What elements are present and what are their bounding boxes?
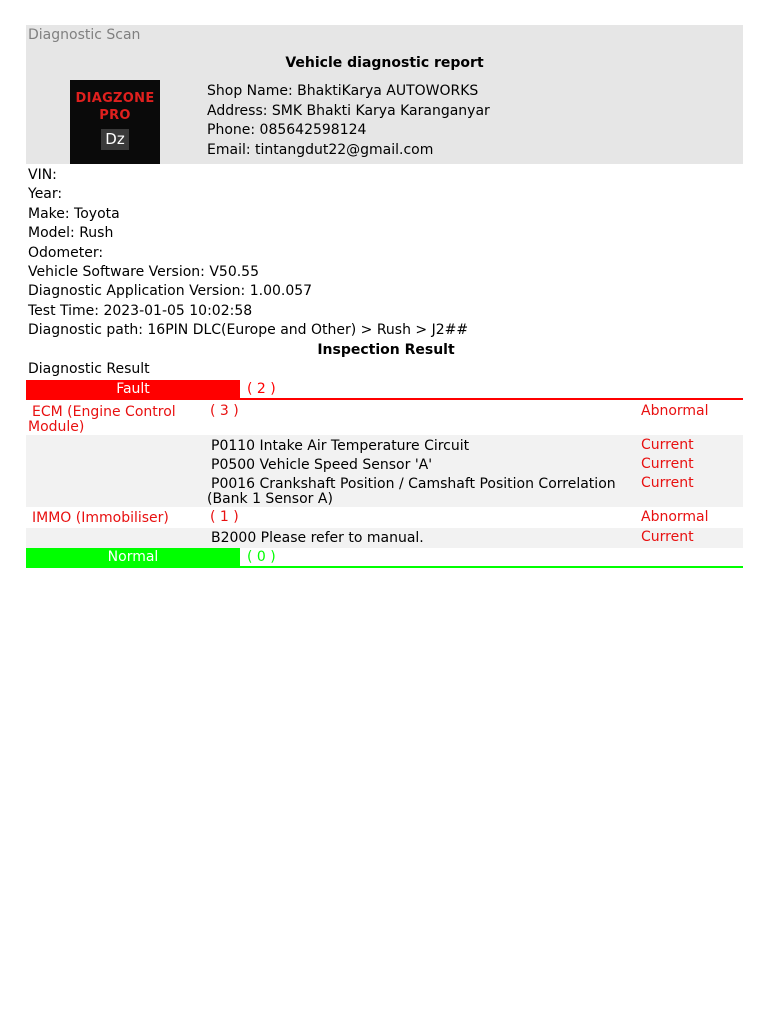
diagnostic-path: Diagnostic path: 16PIN DLC(Europe and Other) > Rush > J2## bbox=[28, 322, 469, 339]
model: Model: Rush bbox=[28, 225, 114, 242]
normal-label: Normal bbox=[26, 548, 240, 567]
ecm-codes-block bbox=[26, 435, 743, 507]
dtc-code-status: Current bbox=[641, 475, 694, 491]
system-status-immo: Abnormal bbox=[641, 509, 709, 525]
odometer: Odometer: bbox=[28, 244, 104, 261]
fault-underline bbox=[26, 398, 743, 400]
system-name-immo: IMMO (Immobiliser) bbox=[32, 510, 169, 526]
shop-email: Email: tintangdut22@gmail.com bbox=[207, 141, 434, 158]
fault-count: ( 2 ) bbox=[247, 381, 276, 397]
report-title: Vehicle diagnostic report bbox=[285, 55, 484, 71]
diagnostic-scan-label: Diagnostic Scan bbox=[28, 27, 141, 43]
software-version: Vehicle Software Version: V50.55 bbox=[28, 264, 259, 281]
make: Make: Toyota bbox=[28, 205, 120, 222]
logo-text-line1: DIAGZONE bbox=[75, 91, 155, 106]
logo-badge: Dz bbox=[101, 129, 129, 150]
shop-phone: Phone: 085642598124 bbox=[207, 122, 367, 138]
normal-summary-bar bbox=[26, 548, 743, 567]
year: Year: bbox=[28, 186, 63, 203]
shop-address: Address: SMK Bhakti Karya Karanganyar bbox=[207, 102, 490, 119]
vehicle-info bbox=[28, 166, 468, 341]
dtc-code-text: B2000 Please refer to manual. bbox=[211, 530, 424, 546]
shop-name: Shop Name: BhaktiKarya AUTOWORKS bbox=[207, 83, 479, 99]
system-count-immo: ( 1 ) bbox=[210, 509, 239, 525]
diagnostic-result-label: Diagnostic Result bbox=[28, 361, 150, 377]
vin: VIN: bbox=[28, 167, 57, 183]
immo-codes-block bbox=[26, 528, 743, 548]
diagzone-logo bbox=[70, 80, 160, 164]
system-name-line2: Module) bbox=[28, 419, 85, 435]
shop-info bbox=[207, 82, 490, 160]
fault-summary-bar bbox=[26, 380, 743, 399]
dtc-code-text: P0016 Crankshaft Position / Camshaft Position Correlation bbox=[211, 476, 616, 492]
system-name-line1: ECM (Engine Control bbox=[32, 404, 176, 420]
logo-text-line2: PRO bbox=[99, 108, 131, 123]
dtc-code-status: Current bbox=[641, 437, 694, 453]
dtc-code-text: P0110 Intake Air Temperature Circuit bbox=[211, 438, 470, 454]
system-name-ecm bbox=[28, 405, 176, 435]
test-time: Test Time: 2023-01-05 10:02:58 bbox=[28, 302, 253, 319]
normal-count: ( 0 ) bbox=[247, 549, 276, 565]
app-version: Diagnostic Application Version: 1.00.057 bbox=[28, 283, 313, 300]
normal-underline bbox=[26, 566, 743, 568]
report-header bbox=[26, 25, 743, 164]
dtc-code-text-line2: (Bank 1 Sensor A) bbox=[207, 491, 333, 507]
dtc-code-status: Current bbox=[641, 456, 694, 472]
system-count-ecm: ( 3 ) bbox=[210, 403, 239, 419]
system-status-ecm: Abnormal bbox=[641, 403, 709, 419]
inspection-result-title: Inspection Result bbox=[317, 342, 455, 358]
dtc-code-status: Current bbox=[641, 529, 694, 545]
fault-label: Fault bbox=[26, 380, 240, 399]
dtc-code-text: P0500 Vehicle Speed Sensor 'A' bbox=[211, 457, 433, 473]
